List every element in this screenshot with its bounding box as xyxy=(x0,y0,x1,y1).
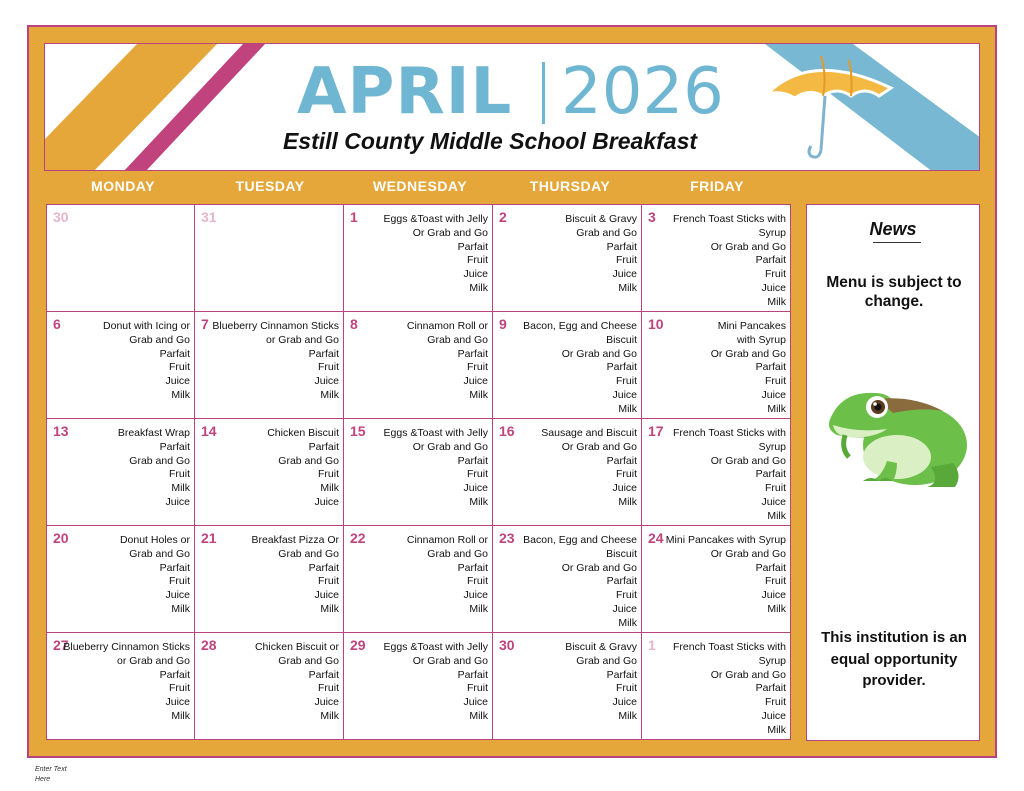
frog-illustration xyxy=(823,383,973,493)
calendar-day-cell xyxy=(493,419,642,526)
day-number: 17 xyxy=(648,423,664,439)
calendar-header xyxy=(44,43,980,171)
day-menu: Cinnamon Roll or Grab and Go Parfait Fruit Juice Milk xyxy=(406,534,488,615)
day-number: 13 xyxy=(53,423,69,439)
calendar-day-cell xyxy=(47,633,195,739)
day-menu: Blueberry Cinnamon Sticks or Grab and Go Parfait Fruit Juice Milk xyxy=(212,320,339,401)
day-menu: Biscuit & Gravy Grab and Go Parfait Fruit Juice Milk xyxy=(565,641,637,722)
day-number: 24 xyxy=(648,530,664,546)
calendar-day-cell xyxy=(642,633,790,739)
day-number: 10 xyxy=(648,316,664,332)
calendar-day-cell xyxy=(195,633,344,739)
news-underline xyxy=(873,242,921,243)
day-number: 30 xyxy=(53,209,69,225)
day-number: 15 xyxy=(350,423,366,439)
calendar-day-cell xyxy=(493,205,642,312)
day-number: 1 xyxy=(648,637,656,653)
day-number: 6 xyxy=(53,316,61,332)
calendar-day-cell xyxy=(642,526,790,633)
day-menu: Eggs &Toast with Jelly Or Grab and Go Parfait Fruit Juice Milk xyxy=(383,641,488,722)
day-number: 30 xyxy=(499,637,515,653)
day-number: 31 xyxy=(201,209,217,225)
weekday-friday: FRIDAY xyxy=(690,178,744,194)
day-menu: French Toast Sticks with Syrup Or Grab and Go Parfait Fruit Juice Milk xyxy=(672,427,786,522)
day-menu: Eggs &Toast with Jelly Or Grab and Go Parfait Fruit Juice Milk xyxy=(383,213,488,294)
day-menu: Donut with Icing or Grab and Go Parfait Fruit Juice Milk xyxy=(103,320,190,401)
page-subtitle: Estill County Middle School Breakfast xyxy=(282,128,698,154)
weekday-wednesday: WEDNESDAY xyxy=(372,178,468,194)
day-menu: French Toast Sticks with Syrup Or Grab and Go Parfait Fruit Juice Milk xyxy=(672,641,786,736)
day-number: 20 xyxy=(53,530,69,546)
day-menu: Bacon, Egg and Cheese Biscuit Or Grab and Go Parfait Fruit Juice Milk xyxy=(523,320,637,415)
calendar-day-cell xyxy=(642,312,790,419)
day-menu: Biscuit & Gravy Grab and Go Parfait Fruit Juice Milk xyxy=(565,213,637,294)
equal-opportunity-statement: This institution is an equal opportunity provider. xyxy=(821,629,967,689)
day-number: 16 xyxy=(499,423,515,439)
weekday-tuesday: TUESDAY xyxy=(235,178,305,194)
calendar-day-cell xyxy=(493,312,642,419)
day-number: 7 xyxy=(201,316,209,332)
day-menu: Bacon, Egg and Cheese Biscuit Or Grab and Go Parfait Fruit Juice Milk xyxy=(523,534,637,629)
day-number: 29 xyxy=(350,637,366,653)
day-menu: Donut Holes or Grab and Go Parfait Fruit Juice Milk xyxy=(119,534,190,615)
day-number: 27 xyxy=(53,637,69,653)
day-number: 23 xyxy=(499,530,515,546)
day-menu: Chicken Biscuit or Grab and Go Parfait Fruit Juice Milk xyxy=(254,641,339,722)
calendar-day-cell xyxy=(344,419,493,526)
day-menu: Mini Pancakes with Syrup Or Grab and Go Parfait Fruit Juice Milk xyxy=(665,534,786,615)
month-title: APRIL xyxy=(297,55,513,129)
day-number: 14 xyxy=(201,423,217,439)
calendar-day-cell xyxy=(195,526,344,633)
calendar-day-cell xyxy=(47,312,195,419)
calendar-day-cell xyxy=(195,205,344,312)
day-number: 3 xyxy=(648,209,656,225)
day-menu: Eggs &Toast with Jelly Or Grab and Go Parfait Fruit Juice Milk xyxy=(383,427,488,508)
weekday-thursday: THURSDAY xyxy=(529,178,611,194)
calendar-day-cell xyxy=(642,419,790,526)
day-menu: Cinnamon Roll or Grab and Go Parfait Fruit Juice Milk xyxy=(406,320,488,401)
umbrella-icon xyxy=(761,46,901,166)
day-menu: Blueberry Cinnamon Sticks or Grab and Go Parfait Fruit Juice Milk xyxy=(63,641,190,722)
calendar-day-cell xyxy=(493,633,642,739)
day-menu: Breakfast Pizza Or Grab and Go Parfait Fruit Juice Milk xyxy=(251,534,339,615)
calendar-day-cell xyxy=(195,419,344,526)
day-number: 1 xyxy=(350,209,358,225)
calendar-day-cell xyxy=(344,312,493,419)
title-divider xyxy=(542,62,545,124)
day-number: 2 xyxy=(499,209,507,225)
day-number: 9 xyxy=(499,316,507,332)
weekday-monday: MONDAY xyxy=(91,178,155,194)
year-title: 2026 xyxy=(561,55,724,129)
news-notice: Menu is subject to change. xyxy=(826,274,962,310)
calendar-day-cell xyxy=(47,419,195,526)
day-menu: Breakfast Wrap Parfait Grab and Go Fruit Milk Juice xyxy=(117,427,190,508)
calendar-grid xyxy=(46,204,791,740)
calendar-day-cell xyxy=(344,205,493,312)
day-menu: Sausage and Biscuit Or Grab and Go Parfait Fruit Juice Milk xyxy=(541,427,637,508)
calendar-day-cell xyxy=(344,526,493,633)
news-title: News xyxy=(869,219,917,239)
footer-placeholder-text[interactable]: Enter Text Here xyxy=(35,766,67,783)
calendar-day-cell xyxy=(493,526,642,633)
calendar-day-cell xyxy=(642,205,790,312)
calendar-day-cell xyxy=(47,205,195,312)
day-number: 8 xyxy=(350,316,358,332)
calendar-day-cell xyxy=(344,633,493,739)
calendar-day-cell xyxy=(47,526,195,633)
calendar-day-cell xyxy=(195,312,344,419)
day-menu: Chicken Biscuit Parfait Grab and Go Fruit Milk Juice xyxy=(267,427,339,508)
day-number: 21 xyxy=(201,530,217,546)
news-panel xyxy=(806,204,980,741)
day-menu: French Toast Sticks with Syrup Or Grab and Go Parfait Fruit Juice Milk xyxy=(672,213,786,308)
day-menu: Mini Pancakes with Syrup Or Grab and Go Parfait Fruit Juice Milk xyxy=(710,320,786,415)
day-number: 28 xyxy=(201,637,217,653)
day-number: 22 xyxy=(350,530,366,546)
